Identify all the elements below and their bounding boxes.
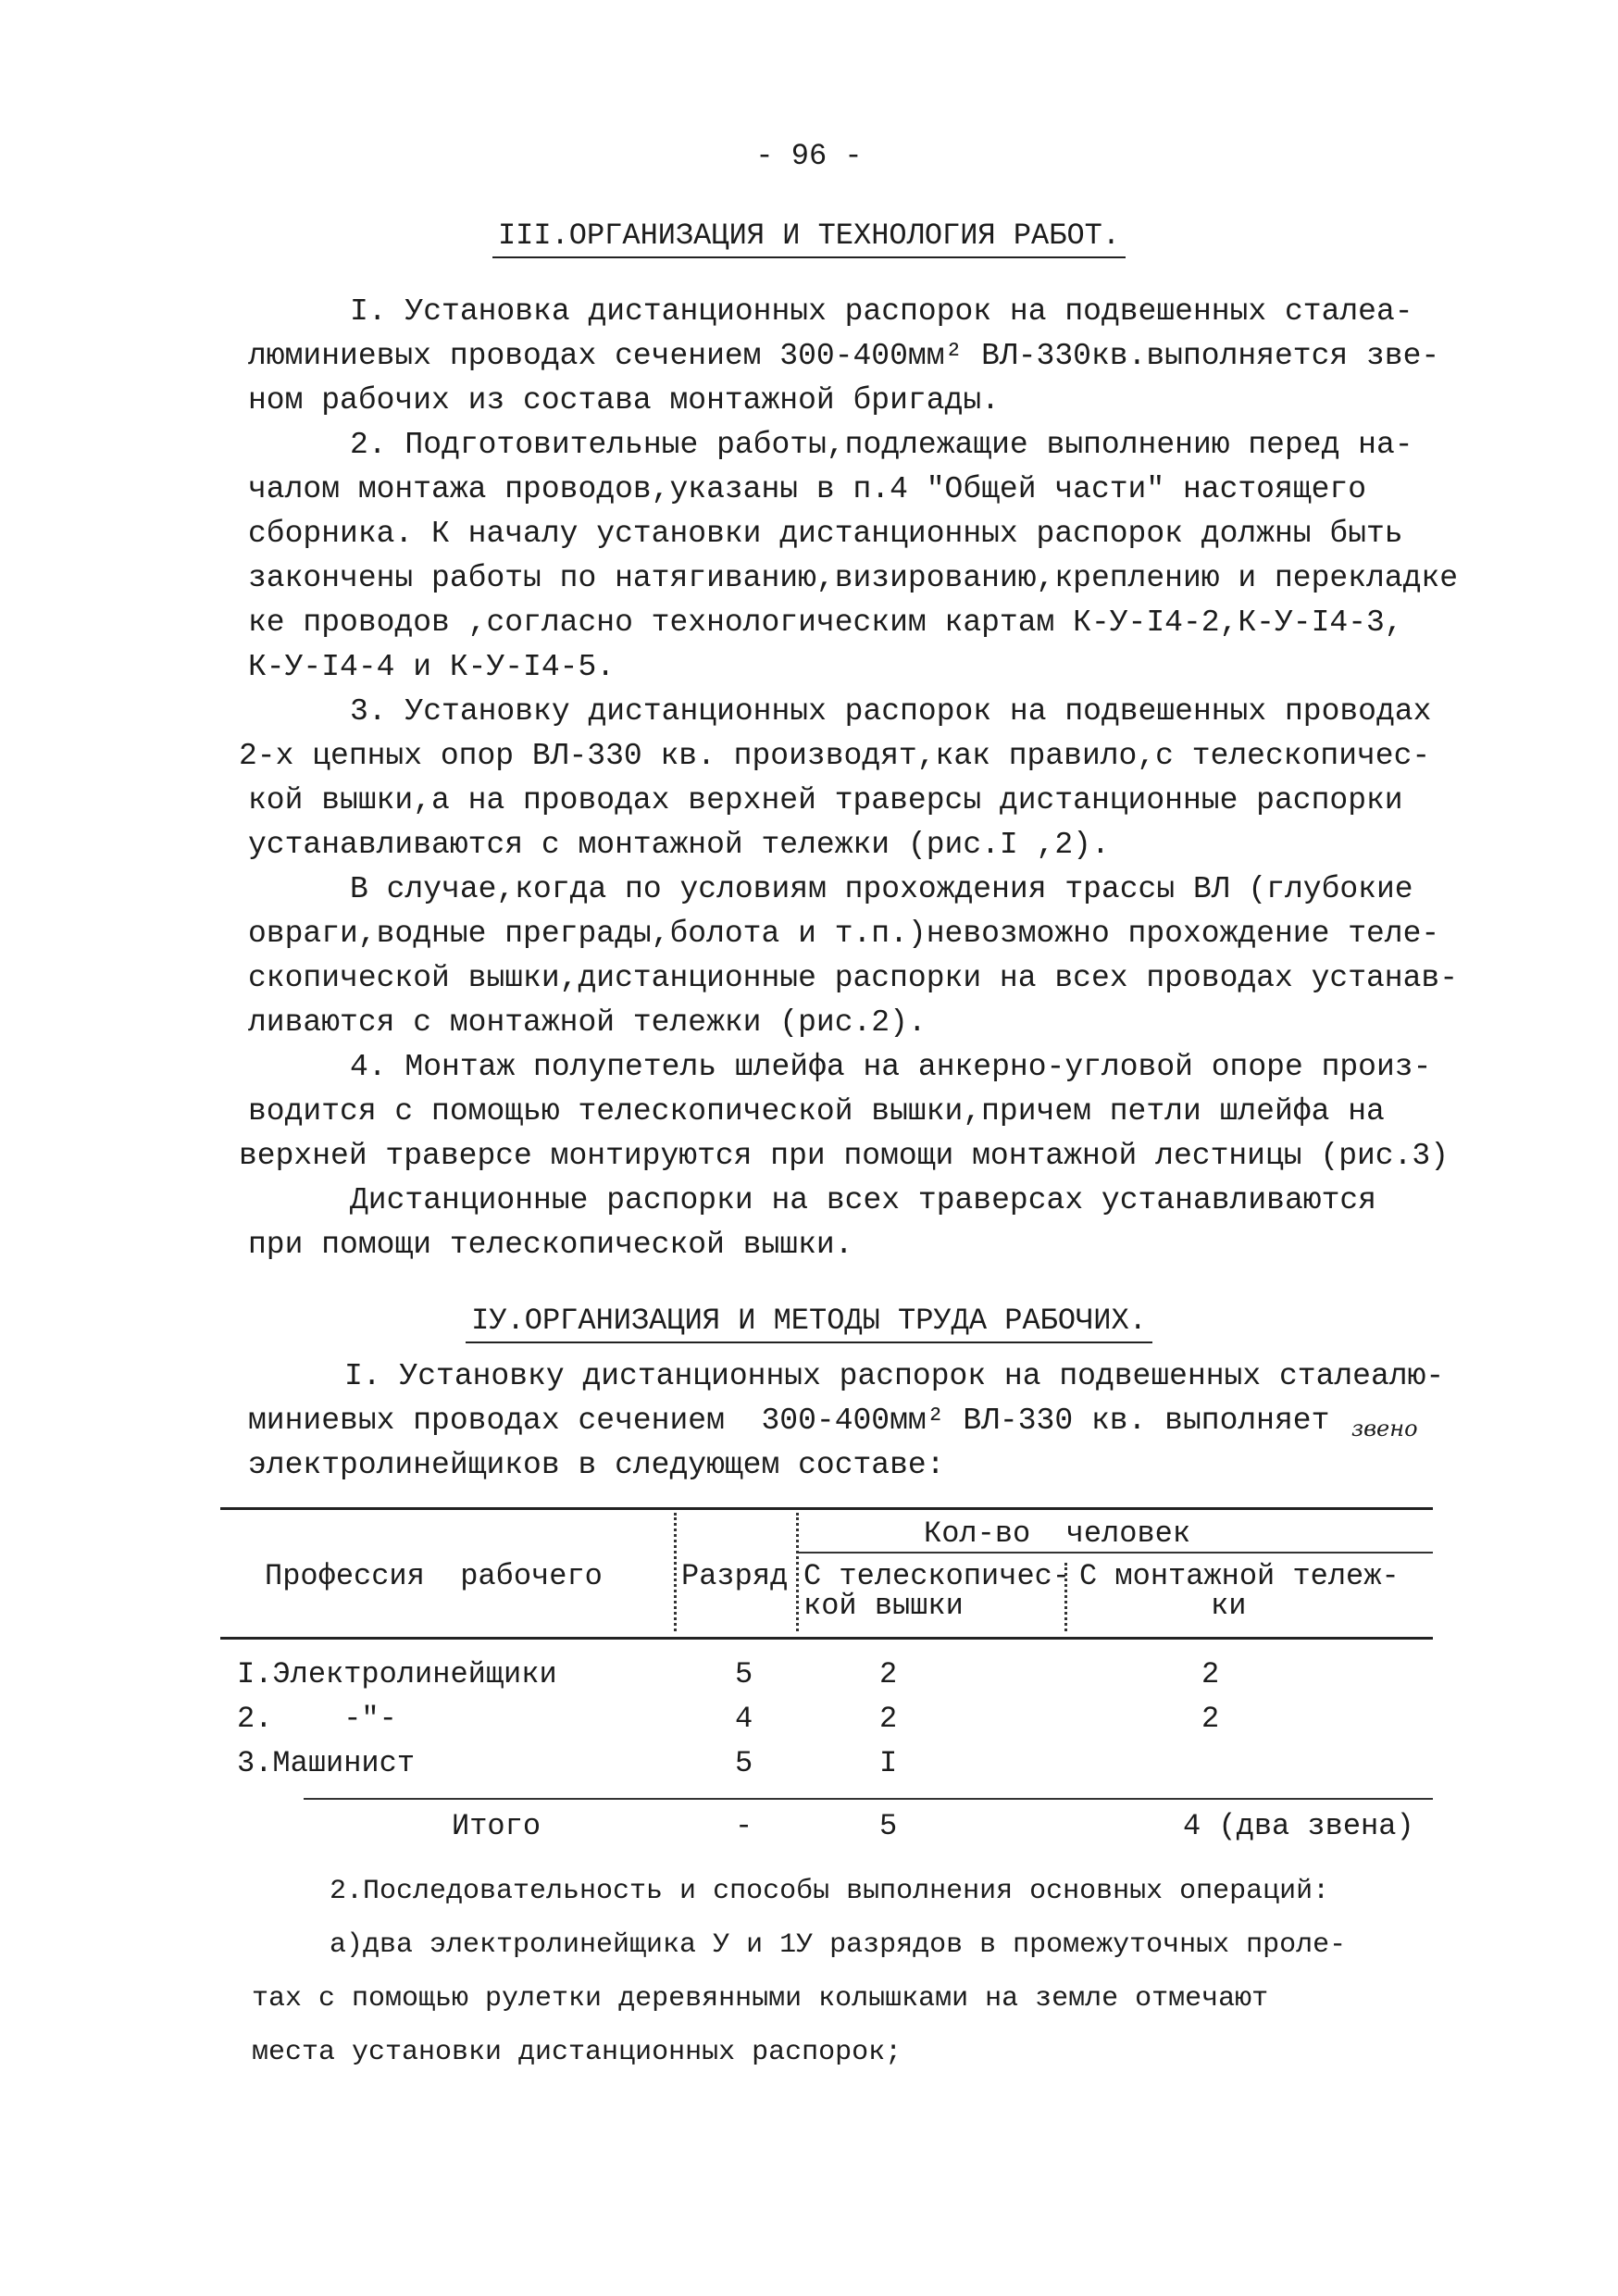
s3-line-13: устанавливаются с монтажной тележки (рис.I ,2).	[248, 828, 1110, 862]
s4-handwritten-note: звено	[1351, 1416, 1418, 1441]
table-row-1-tower: 2	[879, 1657, 898, 1691]
table-total-rule	[304, 1798, 1433, 1800]
s4-line-2: миниевых проводах сечением 300-400мм² ВЛ-330 кв. выполняет	[248, 1404, 1330, 1438]
table-row-2-grade: 4	[735, 1702, 753, 1736]
th-trolley-2: ки	[1211, 1589, 1247, 1623]
table-row-3-tower: I	[879, 1746, 898, 1780]
s4-line-3: электролинейщиков в следующем составе:	[248, 1448, 945, 1482]
section-4-title-text: IУ.ОРГАНИЗАЦИЯ И МЕТОДЫ ТРУДА РАБОЧИХ.	[466, 1304, 1152, 1343]
after-line-3: тах с помощью рулетки деревянными колышками на земле отмечают	[252, 1983, 1269, 2015]
s3-line-10: 3. Установку дистанционных распорок на подвешенных проводах	[350, 694, 1432, 729]
table-row-1-profession: I.Электролинейщики	[237, 1657, 557, 1691]
table-header-bottom-rule	[220, 1637, 1433, 1640]
table-row-3-profession: 3.Машинист	[237, 1746, 416, 1780]
th-tower-2: кой вышки	[803, 1589, 964, 1623]
table-subheader-rule	[798, 1552, 1433, 1554]
table-total-label: Итого	[452, 1809, 541, 1843]
section-3-title	[0, 218, 1618, 253]
s3-line-6: сборника. К началу установки дистанционных распорок должны быть	[248, 517, 1403, 551]
s3-line-2: люминиевых проводах сечением 300-400мм² ВЛ-330кв.выполняется зве-	[248, 339, 1440, 373]
s3-line-19: водится с помощью телескопической вышки,причем петли шлейфа на	[248, 1094, 1385, 1129]
section-3-title-text: III.ОРГАНИЗАЦИЯ И ТЕХНОЛОГИЯ РАБОТ.	[492, 218, 1126, 258]
s3-line-12: кой вышки,а на проводах верхней траверсы дистанционные распорки	[248, 783, 1403, 817]
s3-line-4: 2. Подготовительные работы,подлежащие выполнению перед на-	[350, 428, 1413, 462]
s3-line-8: ке проводов ,согласно технологическим картам К-У-I4-2,К-У-I4-3,	[248, 605, 1403, 640]
s3-line-22: при помощи телескопической вышки.	[248, 1228, 853, 1262]
table-row-2-tower: 2	[879, 1702, 898, 1736]
s3-line-1: I. Установка дистанционных распорок на подвешенных сталеа-	[350, 294, 1413, 329]
table-divider-2	[796, 1513, 799, 1631]
page-number: - 96 -	[755, 139, 863, 173]
th-grade: Разряд	[681, 1559, 789, 1593]
s3-line-5: чалом монтажа проводов,указаны в п.4 "Общей части" настоящего	[248, 472, 1366, 506]
table-divider-1	[674, 1513, 677, 1631]
th-profession: Профессия рабочего	[265, 1559, 603, 1593]
after-line-1: 2.Последовательность и способы выполнения основных операций:	[330, 1876, 1330, 1907]
s3-line-18: 4. Монтаж полупетель шлейфа на анкерно-угловой опоре произ-	[350, 1050, 1432, 1084]
th-trolley-1: С монтажной тележ-	[1079, 1559, 1400, 1593]
s3-line-20: верхней траверсе монтируются при помощи монтажной лестницы (рис.3)	[239, 1139, 1450, 1173]
table-total-trolley: 4 (два звена)	[1183, 1809, 1414, 1843]
s3-line-7: закончены работы по натягиванию,визированию,креплению и перекладке	[248, 561, 1459, 595]
table-total-tower: 5	[879, 1809, 898, 1843]
table-row-2-profession: 2. -"-	[237, 1702, 397, 1736]
s3-line-3: ном рабочих из состава монтажной бригады.	[248, 383, 1000, 418]
table-total-grade: -	[735, 1809, 753, 1843]
s3-line-9: К-У-I4-4 и К-У-I4-5.	[248, 650, 616, 684]
s3-line-14: В случае,когда по условиям прохождения трассы ВЛ (глубокие	[350, 872, 1413, 906]
table-row-1-trolley: 2	[1201, 1657, 1220, 1691]
after-line-2: а)два электролинейщика У и 1У разрядов в промежуточных проле-	[330, 1929, 1347, 1961]
table-row-1-grade: 5	[735, 1657, 753, 1691]
table-row-3-grade: 5	[735, 1746, 753, 1780]
s3-line-17: ливаются с монтажной тележки (рис.2).	[248, 1005, 927, 1040]
table-top-rule	[220, 1507, 1433, 1510]
s3-line-21: Дистанционные распорки на всех траверсах устанавливаются	[350, 1183, 1376, 1217]
section-4-title	[0, 1304, 1618, 1338]
table-row-2-trolley: 2	[1201, 1702, 1220, 1736]
s4-line-1: I. Установку дистанционных распорок на подвешенных сталеалю-	[344, 1359, 1445, 1393]
th-count-group: Кол-во человек	[924, 1516, 1191, 1551]
after-line-4: места установки дистанционных распорок;	[252, 2037, 902, 2068]
s3-line-11: 2-х цепных опор ВЛ-330 кв. производят,как правило,с телескопичес-	[239, 739, 1431, 773]
s3-line-15: овраги,водные преграды,болота и т.п.)невозможно прохождение теле-	[248, 917, 1440, 951]
s3-line-16: скопической вышки,дистанционные распорки на всех проводах устанав-	[248, 961, 1459, 995]
th-tower-1: С телескопичес-	[803, 1559, 1071, 1593]
